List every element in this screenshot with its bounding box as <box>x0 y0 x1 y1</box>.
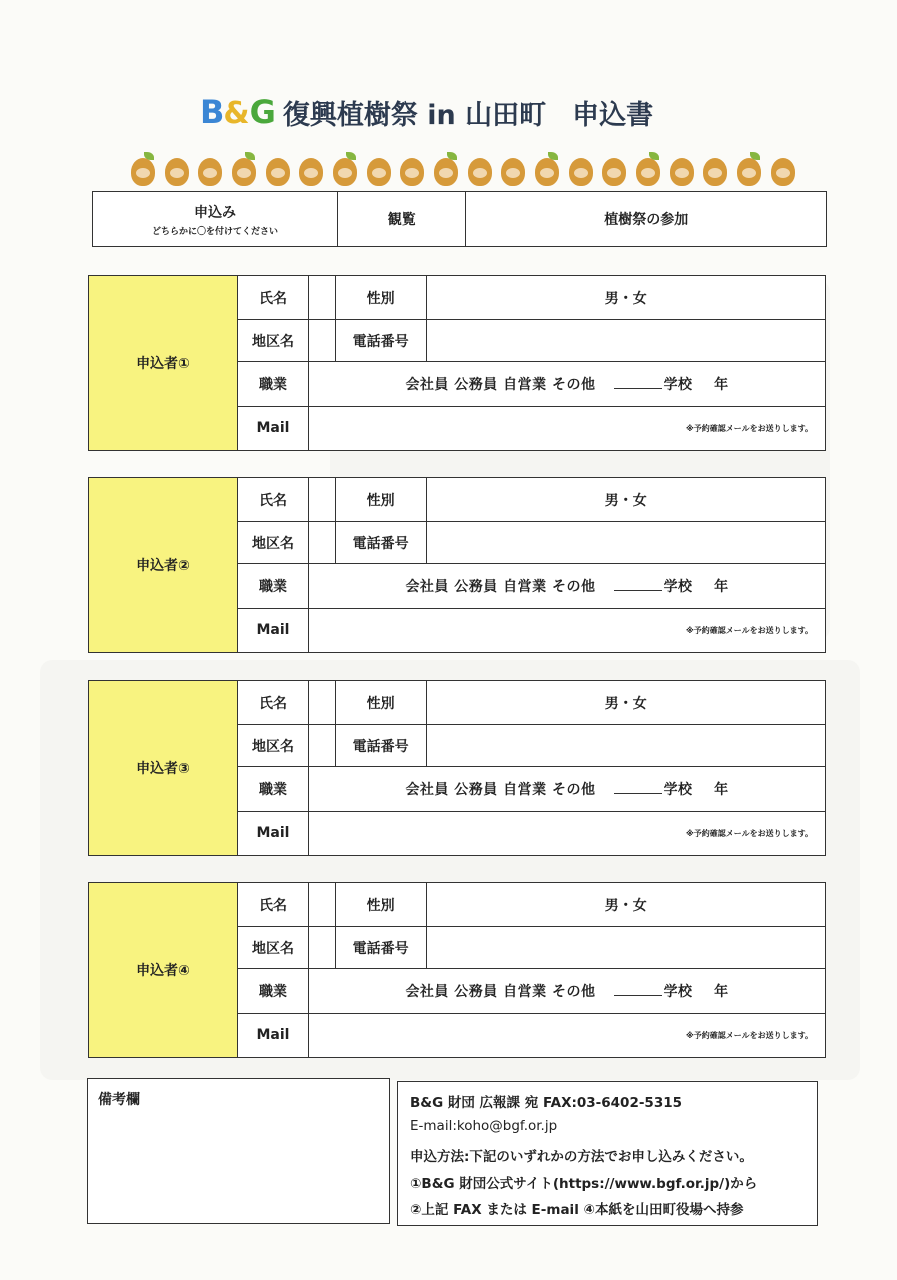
mail-note: ※予約確認メールをお送りします。 <box>686 423 813 433</box>
mail-label: Mail <box>238 811 309 855</box>
job-label: 職業 <box>238 969 309 1013</box>
option-planting-cell[interactable] <box>466 192 827 247</box>
applicant-label-cell <box>89 681 238 856</box>
mascot-icon <box>768 152 798 186</box>
grade-label: 年 <box>714 782 729 799</box>
mail-note: ※予約確認メールをお送りします。 <box>686 625 813 635</box>
mascot-icon <box>397 152 427 186</box>
gender-options: 男・女 <box>604 290 647 307</box>
gender-label: 性別 <box>335 681 426 725</box>
applicant-label: 申込者③ <box>136 761 190 777</box>
school-blank[interactable] <box>614 378 662 389</box>
school-label: 学校 <box>663 579 693 596</box>
mascot-icon <box>734 152 764 186</box>
school-label: 学校 <box>663 782 693 799</box>
mascot-icon <box>229 152 259 186</box>
mascot-icon <box>128 152 158 186</box>
area-label: 地区名 <box>238 927 309 969</box>
grade-label: 年 <box>714 579 729 596</box>
phone-label: 電話番号 <box>335 725 426 767</box>
applicant-label: 申込者② <box>136 558 190 574</box>
school-blank[interactable] <box>614 985 662 996</box>
mascot-icon <box>364 152 394 186</box>
phone-field[interactable] <box>426 320 825 362</box>
name-field[interactable] <box>309 883 336 927</box>
name-field[interactable] <box>309 478 336 522</box>
mascot-row <box>128 152 798 188</box>
gender-options: 男・女 <box>604 897 647 914</box>
phone-field[interactable] <box>426 725 825 767</box>
applicant-table-3 <box>88 680 826 856</box>
mascot-icon <box>195 152 225 186</box>
area-label: 地区名 <box>238 320 309 362</box>
area-label: 地区名 <box>238 522 309 564</box>
applicant-label-cell <box>89 478 238 653</box>
name-field[interactable] <box>309 276 336 320</box>
mascot-icon <box>566 152 596 186</box>
name-label: 氏名 <box>238 883 309 927</box>
applicant-table-1 <box>88 275 826 451</box>
applicant-table-2 <box>88 477 826 653</box>
application-type-label-cell <box>93 192 338 247</box>
applicant-label-cell <box>89 276 238 451</box>
job-label: 職業 <box>238 564 309 608</box>
gender-options: 男・女 <box>604 695 647 712</box>
mail-field[interactable] <box>309 811 826 855</box>
gender-options: 男・女 <box>604 492 647 509</box>
phone-field[interactable] <box>426 927 825 969</box>
area-label: 地区名 <box>238 725 309 767</box>
job-options: 会社員 公務員 自営業 その他 <box>405 579 596 596</box>
contact-option-website: ①B&G 財団公式サイト(https://www.bgf.or.jp/)から <box>410 1176 758 1192</box>
mail-label: Mail <box>238 1013 309 1057</box>
form-name: 申込書 <box>572 99 654 131</box>
mascot-icon <box>296 152 326 186</box>
applicant-table-4 <box>88 882 826 1058</box>
area-field[interactable] <box>309 927 336 969</box>
contact-fax: B&G 財団 広報課 宛 FAX:03-6402-5315 <box>410 1095 683 1111</box>
applicant-label: 申込者④ <box>136 963 190 979</box>
gender-field[interactable] <box>426 276 825 320</box>
applicant-label-cell <box>89 883 238 1058</box>
job-label: 職業 <box>238 767 309 811</box>
job-options: 会社員 公務員 自営業 その他 <box>405 984 596 1001</box>
area-field[interactable] <box>309 320 336 362</box>
mail-note: ※予約確認メールをお送りします。 <box>686 828 813 838</box>
remarks-label: 備考欄 <box>98 1092 140 1108</box>
option-viewing-cell[interactable] <box>338 192 466 247</box>
school-label: 学校 <box>663 377 693 394</box>
mail-note: ※予約確認メールをお送りします。 <box>686 1030 813 1040</box>
page-header <box>200 92 653 132</box>
mascot-icon <box>162 152 192 186</box>
contact-box <box>397 1081 818 1226</box>
mascot-icon <box>700 152 730 186</box>
grade-label: 年 <box>714 984 729 1001</box>
mascot-icon <box>599 152 629 186</box>
name-label: 氏名 <box>238 681 309 725</box>
mascot-icon <box>263 152 293 186</box>
bg-logo: B&G <box>200 93 275 131</box>
name-field[interactable] <box>309 681 336 725</box>
gender-label: 性別 <box>335 883 426 927</box>
mascot-icon <box>431 152 461 186</box>
option-viewing: 観覧 <box>387 212 416 228</box>
job-field[interactable] <box>309 564 826 608</box>
gender-field[interactable] <box>426 883 825 927</box>
mail-field[interactable] <box>309 1013 826 1057</box>
contact-email: E-mail:koho@bgf.or.jp <box>410 1118 558 1134</box>
page-title: 復興植樹祭 in 山田町 <box>282 99 547 131</box>
phone-label: 電話番号 <box>335 522 426 564</box>
job-field[interactable] <box>309 362 826 406</box>
phone-field[interactable] <box>426 522 825 564</box>
mail-label: Mail <box>238 406 309 450</box>
contact-option-fax-email: ②上記 FAX または E-mail ④本紙を山田町役場へ持参 <box>410 1202 744 1218</box>
name-label: 氏名 <box>238 478 309 522</box>
mascot-icon <box>498 152 528 186</box>
contact-method: 申込方法:下記のいずれかの方法でお申し込みください。 <box>410 1149 753 1165</box>
mail-label: Mail <box>238 608 309 652</box>
option-planting: 植樹祭の参加 <box>604 212 689 228</box>
school-blank[interactable] <box>614 783 662 794</box>
area-field[interactable] <box>309 725 336 767</box>
school-blank[interactable] <box>614 580 662 591</box>
job-field[interactable] <box>309 767 826 811</box>
area-field[interactable] <box>309 522 336 564</box>
grade-label: 年 <box>714 377 729 394</box>
job-options: 会社員 公務員 自営業 その他 <box>405 377 596 394</box>
mascot-icon <box>465 152 495 186</box>
application-type-table <box>92 191 827 247</box>
mail-field[interactable] <box>309 608 826 652</box>
application-type-instruction: どちらかに〇を付けてください <box>151 226 278 237</box>
mascot-icon <box>633 152 663 186</box>
remarks-box[interactable] <box>87 1078 390 1224</box>
mascot-icon <box>667 152 697 186</box>
mascot-icon <box>532 152 562 186</box>
mascot-icon <box>330 152 360 186</box>
gender-field[interactable] <box>426 478 825 522</box>
job-field[interactable] <box>309 969 826 1013</box>
application-type-title: 申込み <box>194 204 236 221</box>
mail-field[interactable] <box>309 406 826 450</box>
school-label: 学校 <box>663 984 693 1001</box>
job-label: 職業 <box>238 362 309 406</box>
name-label: 氏名 <box>238 276 309 320</box>
phone-label: 電話番号 <box>335 320 426 362</box>
gender-label: 性別 <box>335 478 426 522</box>
applicant-label: 申込者① <box>136 356 190 372</box>
gender-field[interactable] <box>426 681 825 725</box>
gender-label: 性別 <box>335 276 426 320</box>
job-options: 会社員 公務員 自営業 その他 <box>405 782 596 799</box>
phone-label: 電話番号 <box>335 927 426 969</box>
